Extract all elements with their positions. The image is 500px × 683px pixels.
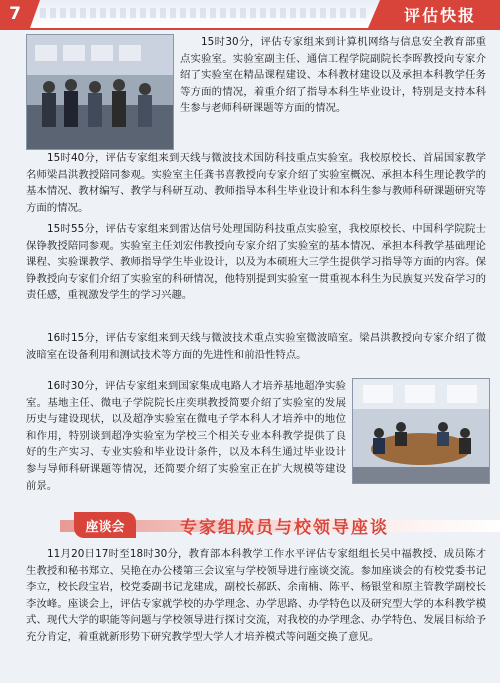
page-number: 7 [0,0,30,28]
paragraph-clean-room-lab: 16时30分，评估专家组来到国家集成电路人才培养基地超净实验室。基地主任、微电子学院院长庄奕琪教授简要介绍了实验室的发展历史与建设现状，以及超净实验室在微电子学本科人才培养中的地位和作用，特别谈到超净实验室为学校三个相关专业本科教学提供了良好的生产实习、专业实验和毕业设计条件，以及本科生通过毕业设计参与导师科研课题等情况，还简要介绍了实验室正在扩大规模等建设前景。 [26,380,346,492]
page-header [0,0,500,30]
photo-lab-visit-image [27,35,173,149]
photo-lab-visit [26,34,174,150]
section-title: 评估快报 [380,0,500,28]
paragraph-radar-signal-lab: 15时55分，评估专家组来到雷达信号处理国防科技重点实验室，我校原校长、中国科学院院士保铮教授陪同参观。实验室主任刘宏伟教授向专家介绍了实验室的基本情况、承担本科教学基础理论课程、实验课教学、教师指导学生毕业设计，以及为本硕班大三学生提供学习指导等方面的内容。保铮教授向专家们介绍了实验室的科研情况，他特别提到实验室一贯重视本科生为民族复兴发奋学习的责任感，重视激发学生的学习兴趣。 [26,223,486,302]
banner-tag: 座谈会 [74,512,136,538]
section-banner [60,512,500,538]
banner-title: 专家组成员与校领导座谈 [180,518,389,538]
paragraph-antenna-microwave-lab: 15时40分，评估专家组来到天线与微波技术国防科技重点实验室。我校原校长、首届国家教学名师梁昌洪教授陪同参观。实验室主任龚书喜教授向专家介绍了实验室概况、承担本科生理论教学的基本情况、教材编写、教学与科研互动、教师指导本科生毕业设计和本科生参与教师科研课题研究等方面的情况。 [26,152,486,214]
paragraph-symposium: 11月20日17时至18时30分，教育部本科教学工作水平评估专家组组长吴中福教授、成员陈才生教授和秘书郑立、吴艳在办公楼第三会议室与学校领导进行座谈交流。参加座谈会的有校党委书记李立，校长段宝岩，校党委副书记龙建成，副校长郝跃、余南楠、陈平、杨银堂和原主管教学副校长李汝峰。座谈会上，评估专家就学校的办学理念、办学思路、办学特色以及研究型大学的本科教学模式、现代大学的职能等问题与学校领导进行探讨交流，对我校的办学理念、办学特色、发展目标给予充分肯定，着重就新形势下研究教学型大学人才培养模式等问题交换了意见。 [26,548,486,643]
paragraph-microwave-anechoic-chamber: 16时15分，评估专家组来到天线与微波技术重点实验室微波暗室。梁昌洪教授向专家介绍了微波暗室在设备利用和测试技术等方面的先进性和前沿性特点。 [26,332,486,361]
photo-meeting [352,378,490,484]
paragraph-network-security-lab: 15时30分，评估专家组来到计算机网络与信息安全教育部重点实验室。实验室副主任、通信工程学院副院长李晖教授向专家介绍了实验室在精品课程建设、本科教材建设以及承担本科教学任务等方面的情况，着重介绍了指导本科生毕业设计，特别是支持本科生参与老师科研课题等方面的情况。 [180,36,486,115]
photo-meeting-image [353,379,489,483]
header-decoration [40,8,370,18]
